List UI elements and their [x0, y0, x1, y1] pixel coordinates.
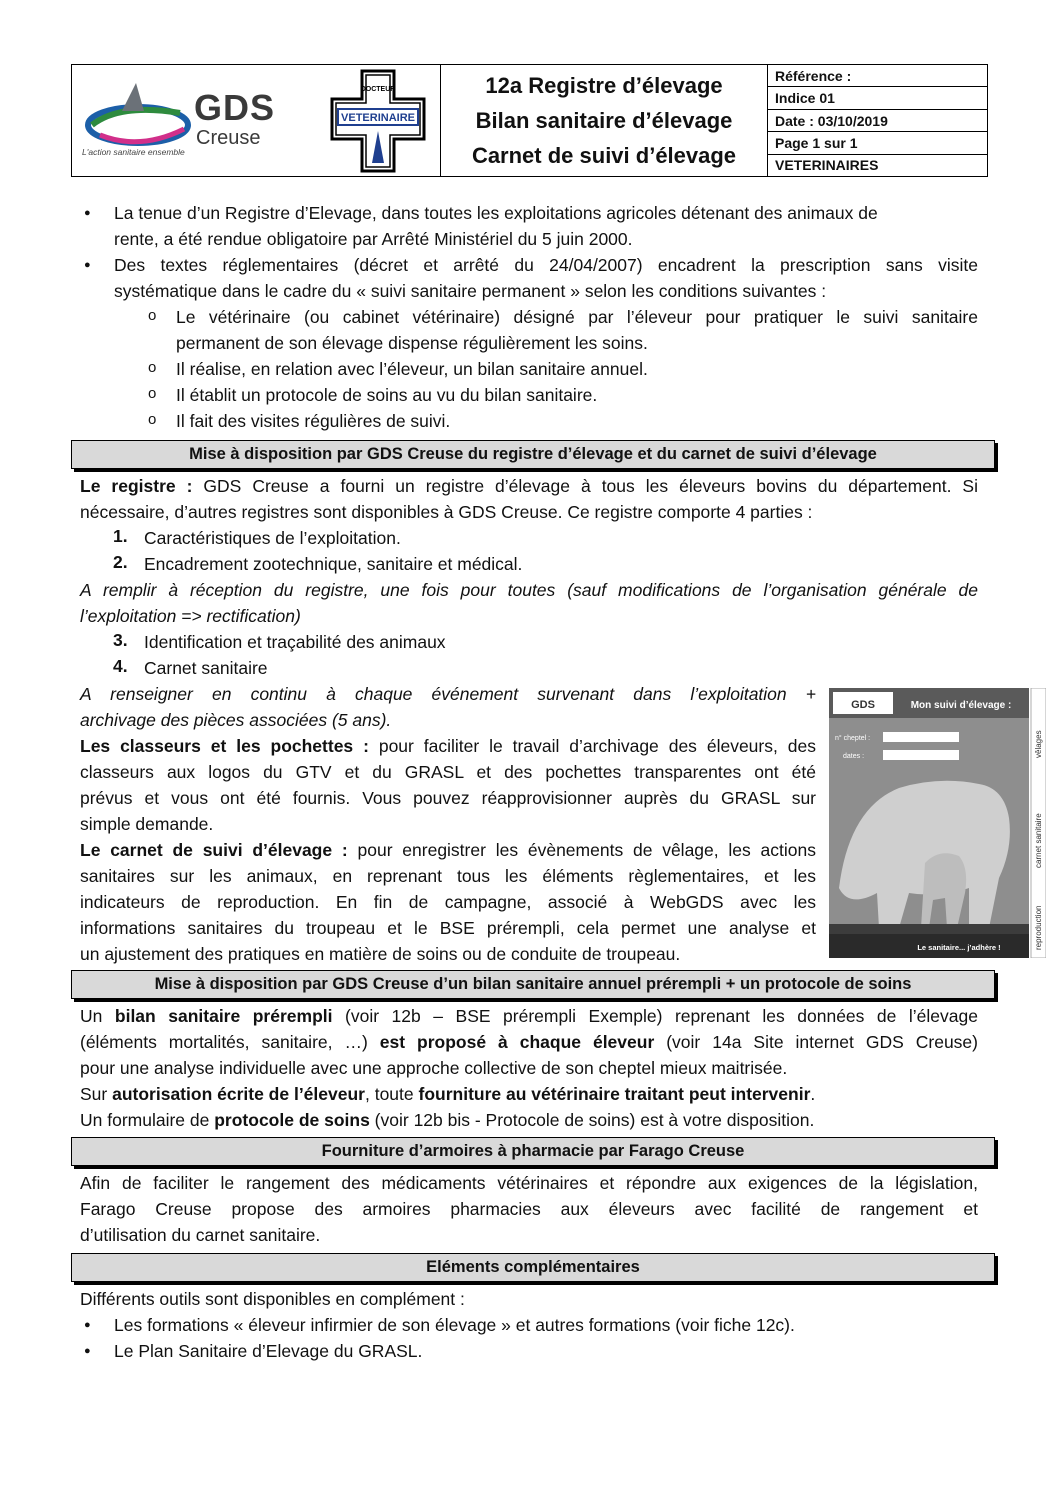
intro-sub-1-line-2: permanent de son élevage dispense régulièrement les soins.	[176, 333, 648, 353]
meta-reference: Référence :	[768, 65, 987, 87]
logo-wordmark: GDS	[194, 87, 276, 128]
classeurs-text: pour faciliter le travail d’archivage des éleveurs, des	[368, 736, 816, 756]
complements-bullet-1: Les formations « éleveur infirmier de son élevage » et autres formations (voir fiche 12c).	[114, 1315, 795, 1335]
bullet-icon: ●	[84, 259, 91, 271]
intro-sub-3: Il établit un protocole de soins au vu du bilan sanitaire.	[176, 385, 598, 405]
intro-bullet-2-line-1: Des textes réglementaires (décret et arrêté du 24/04/2007) encadrent la prescription sans visite	[114, 255, 978, 275]
registre-part-1: Caractéristiques de l’exploitation.	[144, 528, 401, 548]
circle-bullet-icon: o	[148, 411, 157, 428]
registre-line-2: nécessaire, d’autres registres sont disponibles à GDS Creuse. Ce registre comporte 4 parties :	[80, 502, 813, 522]
intro-bullet-1-line-1: La tenue d’un Registre d’Elevage, dans toutes les exploitations agricoles détenant des animaux de	[114, 203, 878, 223]
classeurs-line-4: simple demande.	[80, 814, 214, 834]
bilan-line-1-c: (voir 12b – BSE prérempli Exemple) reprenant les données de l’élevage	[332, 1006, 978, 1026]
meta-page: Page 1 sur 1	[768, 132, 987, 154]
bilan-line-1-a: Un	[80, 1006, 115, 1026]
circle-bullet-icon: o	[148, 385, 157, 402]
vet-logo-text: VETERINAIRE	[341, 112, 415, 124]
cover-footer: Le sanitaire... j’adhère !	[917, 943, 1001, 952]
registre-part-3: Identification et traçabilité des animaux	[144, 632, 446, 652]
bilan-line-1-b: bilan sanitaire prérempli	[114, 1006, 333, 1026]
carnet-line-4: informations sanitaires du troupeau et le BSE prérempli, cela permet une analyse et	[80, 918, 816, 938]
section-4-heading: Eléments complémentaires	[71, 1253, 995, 1282]
veterinaire-cross-logo	[330, 69, 426, 173]
carnet-line-1	[80, 838, 816, 864]
intro-bullet-2-line-2: systématique dans le cadre du « suivi sanitaire permanent » selon les conditions suivantes :	[114, 281, 827, 301]
cover-tab-velages: vêlages	[1034, 730, 1043, 758]
document-metadata	[768, 65, 987, 176]
carnet-line-5: un ajustement des pratiques en matière de soins ou de conduite de troupeau.	[80, 944, 681, 964]
section-2-heading: Mise à disposition par GDS Creuse d’un bilan sanitaire annuel prérempli + un protocole de soins	[71, 970, 995, 999]
bilan-line-4	[80, 1082, 815, 1108]
vet-logo-top-text: DOCTEUR	[360, 86, 396, 93]
list-number-4: 4.	[113, 656, 128, 676]
cover-field-dates: dates :	[843, 753, 865, 760]
registre-label: Le registre :	[80, 476, 193, 496]
registre-part-2: Encadrement zootechnique, sanitaire et médical.	[144, 554, 523, 574]
note-1-line-1: A remplir à réception du registre, une fois pour toutes (sauf modifications de l’organisation générale de	[80, 580, 978, 600]
bilan-line-4-b: autorisation écrite de l’éleveur	[112, 1084, 365, 1104]
carnet-cover-image	[829, 688, 1046, 958]
meta-indice: Indice 01	[768, 87, 987, 109]
intro-sub-2: Il réalise, en relation avec l’éleveur, un bilan sanitaire annuel.	[176, 359, 648, 379]
classeurs-label: Les classeurs et les pochettes :	[80, 736, 369, 756]
note-2-line-1: A renseigner en continu à chaque événement survenant dans l’exploitation +	[80, 684, 816, 704]
intro-sub-1-line-1: Le vétérinaire (ou cabinet vétérinaire) désigné par l’éleveur pour pratiquer le suivi sanitaire	[176, 307, 978, 327]
section-1-heading: Mise à disposition par GDS Creuse du registre d’élevage et du carnet de suivi d’élevage	[71, 440, 995, 469]
list-number-3: 3.	[113, 630, 128, 650]
classeurs-line-3: prévus et vous ont été fournis. Vous pouvez réapprovisionner auprès du GRASL sur	[80, 788, 816, 808]
bullet-icon: ●	[84, 1319, 91, 1331]
bilan-line-4-e: .	[810, 1084, 816, 1104]
farago-line-3: d’utilisation du carnet sanitaire.	[80, 1225, 321, 1245]
meta-audience: VETERINAIRES	[775, 157, 879, 174]
list-number-1: 1.	[113, 526, 128, 546]
document-header	[71, 64, 988, 177]
logo-cell	[72, 65, 441, 176]
cover-title: Mon suivi d’élevage :	[910, 700, 1012, 711]
complements-intro: Différents outils sont disponibles en complément :	[80, 1289, 465, 1309]
bilan-line-4-d: fourniture au vétérinaire traitant peut intervenir	[418, 1084, 811, 1104]
bilan-line-2-c: (voir 14a Site internet GDS Creuse)	[654, 1032, 978, 1052]
bullet-icon: ●	[84, 207, 91, 219]
bilan-line-5-a: Un formulaire de	[80, 1110, 215, 1130]
carnet-text: pour enregistrer les évènements de vêlage, les actions	[347, 840, 816, 860]
note-2-line-2: archivage des pièces associées (5 ans).	[80, 710, 392, 730]
document-title	[441, 65, 768, 176]
carnet-line-2: sanitaires sur les animaux, en reprenant tous les éléments règlementaires, et les	[80, 866, 816, 886]
circle-bullet-icon: o	[148, 359, 157, 376]
section-3-heading: Fourniture d’armoires à pharmacie par Farago Creuse	[71, 1137, 995, 1166]
circle-bullet-icon: o	[148, 307, 157, 324]
cover-field-cheptel: n° cheptel :	[835, 735, 871, 742]
intro-sub-4: Il fait des visites régulières de suivi.	[176, 411, 451, 431]
classeurs-line-2: classeurs aux logos du GTV et du GRASL et des pochettes transparentes ont été	[80, 762, 816, 782]
note-1-line-2: l’exploitation => rectification)	[80, 606, 301, 626]
bilan-line-3: pour une analyse individuelle avec une approche collective de son cheptel mieux maitrisée.	[80, 1058, 788, 1078]
carnet-label: Le carnet de suivi d’élevage :	[80, 840, 348, 860]
list-number-2: 2.	[113, 552, 128, 572]
carnet-line-3: indicateurs de reproduction. En fin de campagne, associé à WebGDS avec les	[80, 892, 816, 912]
cover-tab-carnet: carnet sanitaire	[1034, 813, 1043, 868]
classeurs-line-1	[80, 734, 816, 760]
meta-date: Date : 03/10/2019	[768, 110, 987, 132]
logo-tagline: L'action sanitaire ensemble	[82, 147, 185, 157]
registre-line-1	[80, 474, 978, 500]
registre-part-4: Carnet sanitaire	[144, 658, 268, 678]
bilan-line-2-a: (éléments mortalités, sanitaire, …)	[80, 1032, 380, 1052]
title-line-3: Carnet de suivi d’élevage	[471, 143, 737, 168]
registre-text: GDS Creuse a fourni un registre d’élevage à tous les éleveurs bovins du département. Si	[192, 476, 978, 496]
complements-bullet-2: Le Plan Sanitaire d’Elevage du GRASL.	[114, 1341, 423, 1361]
title-line-1: 12a Registre d’élevage	[485, 73, 723, 98]
bilan-line-5-c: (voir 12b bis - Protocole de soins) est à votre disposition.	[369, 1110, 815, 1130]
farago-line-2: Farago Creuse propose des armoires pharmacies aux éleveurs avec facilité de rangement et	[80, 1199, 978, 1219]
farago-line-1: Afin de faciliter le rangement des médicaments vétérinaires et répondre aux exigences de la législation,	[80, 1173, 978, 1193]
bilan-line-5-b: protocole de soins	[214, 1110, 370, 1130]
bilan-line-4-c: , toute	[364, 1084, 419, 1104]
title-line-2: Bilan sanitaire d’élevage	[475, 108, 733, 133]
cover-logo: GDS	[851, 699, 875, 711]
bilan-line-2-b: est proposé à chaque éleveur	[379, 1032, 655, 1052]
cover-tab-reproduction: reproduction	[1034, 905, 1043, 950]
bullet-icon: ●	[84, 1345, 91, 1357]
intro-bullet-1-line-2: rente, a été rendue obligatoire par Arrêté Ministériel du 5 juin 2000.	[114, 229, 633, 249]
logo-subtitle: Creuse	[196, 127, 261, 149]
bilan-line-5	[80, 1108, 814, 1134]
bilan-line-2	[80, 1030, 978, 1056]
bilan-line-1	[80, 1004, 978, 1030]
bilan-line-4-a: Sur	[80, 1084, 113, 1104]
